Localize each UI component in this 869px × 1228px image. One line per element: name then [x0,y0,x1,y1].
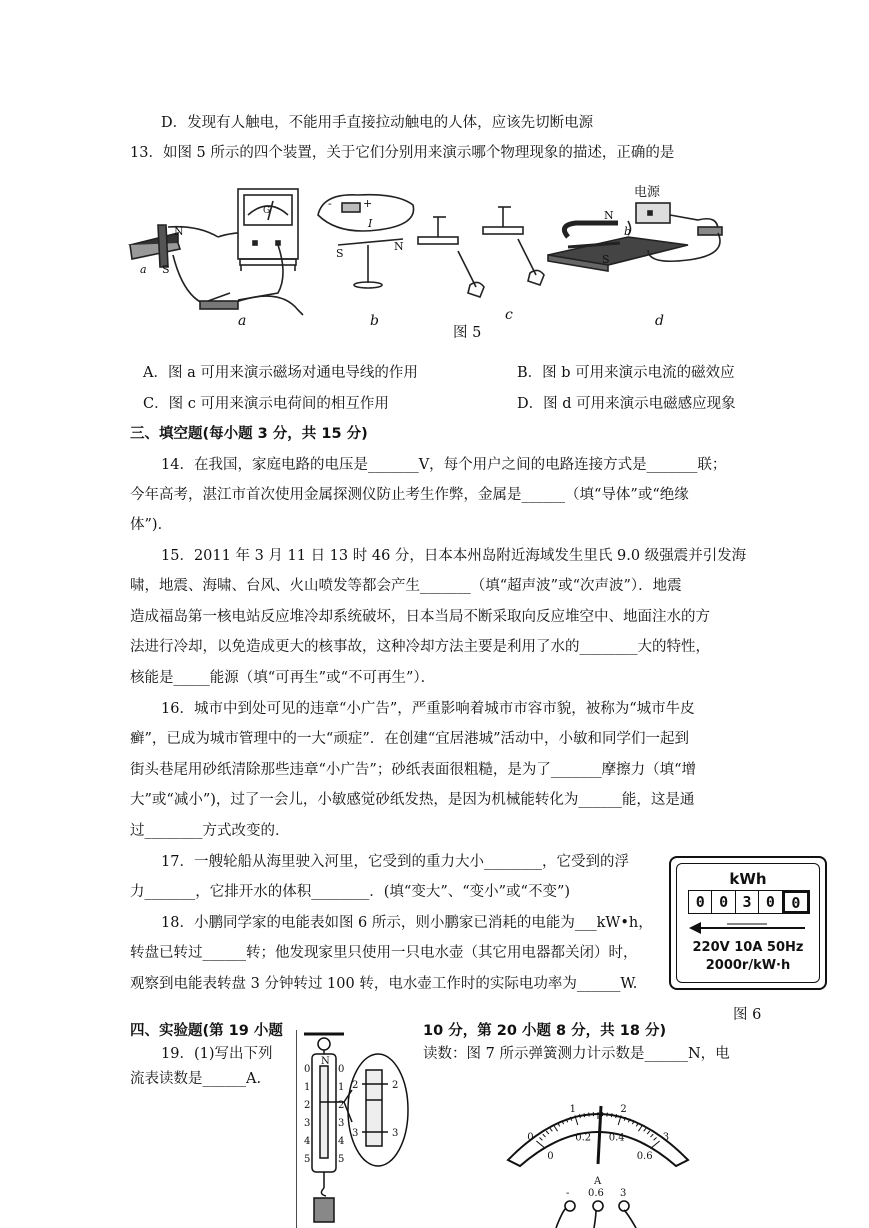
scale-unit-label: N [321,1056,330,1067]
ammeter-outer-label: 0 [527,1131,534,1143]
section-3-heading: 三、填空题(每小题 3 分，共 15 分) [130,426,368,442]
figure-7-spring-scale [296,1030,414,1228]
figure-5 [128,175,748,325]
fig5-caption-c: c [505,307,513,323]
q16-line3: 街头巷尾用砂纸清除那些违章“小广告”；砂纸表面很粗糙，是为了_______摩擦力（填“增 [130,762,696,778]
zoom-label: 2 [392,1080,399,1091]
ammeter-inner-label: 0.4 [608,1132,625,1144]
fig6-title: 图 6 [733,1007,762,1023]
q18-line3: 观察到电能表转盘 3 分钟转过 100 转，电水壶工作时的实际电功率为______W. [130,976,638,992]
meter-digit: 0 [712,891,735,913]
scale-tick-label: 5 [304,1154,311,1165]
q15-line5: 核能是_____能源（填“可再生”或“不可再生”）． [130,670,436,686]
meter-digits [688,890,810,914]
zoom-label: 3 [392,1128,399,1139]
scale-tick-label-right: 5 [338,1154,345,1165]
question-13: 13．如图 5 所示的四个装置，关于它们分别用来演示哪个物理现象的描述，正确的是 [130,145,675,161]
ammeter-inner-label: 0.2 [575,1132,592,1144]
q13-option-a: A．图 a 可用来演示磁场对通电导线的作用 [143,365,418,381]
fig5-title: 图 5 [453,325,482,341]
q14-line1: 14．在我国，家庭电路的电压是_______V，每个用户之间的电路连接方式是_______联； [161,457,727,473]
fig5b-label-S: S [336,247,344,260]
ammeter-outer-label: 3 [662,1131,670,1143]
fig5a-label-S: S [162,263,170,276]
scale-tick-label-right: 0 [338,1064,345,1075]
fig5d-label-b: b [624,225,632,238]
q15-line4: 法进行冷却，以免造成更大的核事故，这种冷却方法主要是利用了水的________大的特性， [130,639,710,655]
ammeter-tick [611,1113,612,1117]
fig5b-label-I: I [368,217,373,230]
fig5-caption-d: d [655,313,664,329]
fig5-caption-b: b [370,313,379,329]
meter-spec-2: 2000r/kW·h [705,958,791,973]
scale-tick-label: 3 [304,1118,311,1129]
figure-6-meter [669,856,827,990]
q16-line5: 过________方式改变的． [130,823,290,839]
meter-disk-arrow [687,921,809,935]
ammeter-inner-label: 0 [547,1151,554,1163]
q14-line2: 今年高考，湛江市首次使用金属探测仪防止考生作弊，金属是______（填“导体”或“绝缘 [130,487,689,503]
q14-line3: 体”)． [130,517,173,533]
zoom-label: 2 [352,1080,359,1091]
fig5d-power-supply [636,203,670,223]
scale-tick-label: 2 [304,1100,311,1111]
scale-tick-label-right: 4 [338,1136,345,1147]
section-4-heading-b: 10 分，第 20 小题 8 分，共 18 分) [423,1023,667,1039]
ammeter-tick [584,1113,585,1117]
fig5a-label-N: N [174,225,184,238]
q19-line2: 读数：图 7 所示弹簧测力计示数是______N，电 [423,1046,730,1062]
meter-digit-red: 0 [783,891,809,913]
fig5b-label-N: N [394,240,404,253]
fig5d-label-power: 电源 [634,185,661,200]
meter-unit: kWh [729,870,767,888]
q16-line4: 大”或“减小”)，过了一会儿，小敏感觉砂纸发热，是因为机械能转化为______能，这是通 [130,792,695,808]
q19-line3: 流表读数是______A. [130,1071,262,1087]
fig5a-label-a: a [140,263,147,276]
ammeter-terminal-label: - [566,1188,570,1199]
q17-line2: 力_______，它排开水的体积________．(填“变大”、“变小”或“不变”) [130,884,571,900]
scale-tick-label: 1 [304,1082,311,1093]
fig5a-label-G: G [263,206,271,216]
section-4-heading-a: 四、实验题(第 19 小题 [130,1023,283,1039]
scale-tick-label-right: 3 [338,1118,345,1129]
ammeter-outer-label: 2 [620,1103,627,1115]
q13-option-d: D．图 d 可用来演示电磁感应现象 [517,396,736,412]
ammeter-unit: A [594,1176,602,1187]
q15-line2: 啸，地震、海啸、台风、火山喷发等都会产生_______（填“超声波”或“次声波”）．地震 [130,578,682,594]
scale-tick-label: 0 [304,1064,311,1075]
q18-line1: 18．小鹏同学家的电能表如图 6 所示，则小鹏家已消耗的电能为___kW•h， [161,915,653,931]
fig5c-rods [418,207,544,297]
q18-line2: 转盘已转过______转；他发现家里只使用一只电水壶（其它用电器都关闭）时， [130,945,638,961]
option-d-prev: D．发现有人触电，不能用手直接拉动触电的人体，应该先切断电源 [161,115,594,131]
fig5d-label-S: S [602,253,610,266]
q15-line3: 造成福岛第一核电站反应堆冷却系统破坏，日本当局不断采取向反应堆空中、地面注水的方 [130,609,710,625]
fig5b-label-plus: + [363,197,373,210]
ammeter-outer-label: 1 [569,1103,576,1115]
q13-option-c: C．图 c 可用来演示电荷间的相互作用 [143,396,389,412]
fig5d-label-N: N [604,209,614,222]
scale-tick-label-right: 2 [338,1100,345,1111]
q19-line1: 19．(1)写出下列 [161,1046,273,1062]
meter-digit: 3 [736,891,759,913]
meter-digit: 0 [759,891,782,913]
fig5b-label-minus: - [328,197,332,210]
ammeter-terminal-label: 3 [620,1188,627,1199]
q13-option-b: B．图 b 可用来演示电流的磁效应 [517,365,735,381]
zoom-label: 3 [352,1128,359,1139]
fig5-caption-a: a [238,313,247,329]
scale-tick-label-right: 1 [338,1082,345,1093]
q16-line2: 癣”，已成为城市管理中的一大“顽症”．在创建“宜居港城”活动中，小敏和同学们一起到 [130,731,690,747]
q16-line1: 16．城市中到处可见的违章“小广告”，严重影响着城市市容市貌，被称为“城市牛皮 [161,701,695,717]
ammeter-terminal-label: 0.6 [588,1188,604,1199]
q17-line1: 17．一艘轮船从海里驶入河里，它受到的重力大小________，它受到的浮 [161,854,629,870]
meter-spec-1: 220V 10A 50Hz [692,940,804,955]
scale-tick-label: 4 [304,1136,311,1147]
ammeter [500,1088,696,1228]
q15-line1: 15．2011 年 3 月 11 日 13 时 46 分，日本本州岛附近海域发生里氏 9.0 级强震并引发海 [161,548,747,564]
meter-digit: 0 [689,891,712,913]
ammeter-inner-label: 0.6 [636,1151,653,1163]
fig5a-switch [200,301,238,309]
